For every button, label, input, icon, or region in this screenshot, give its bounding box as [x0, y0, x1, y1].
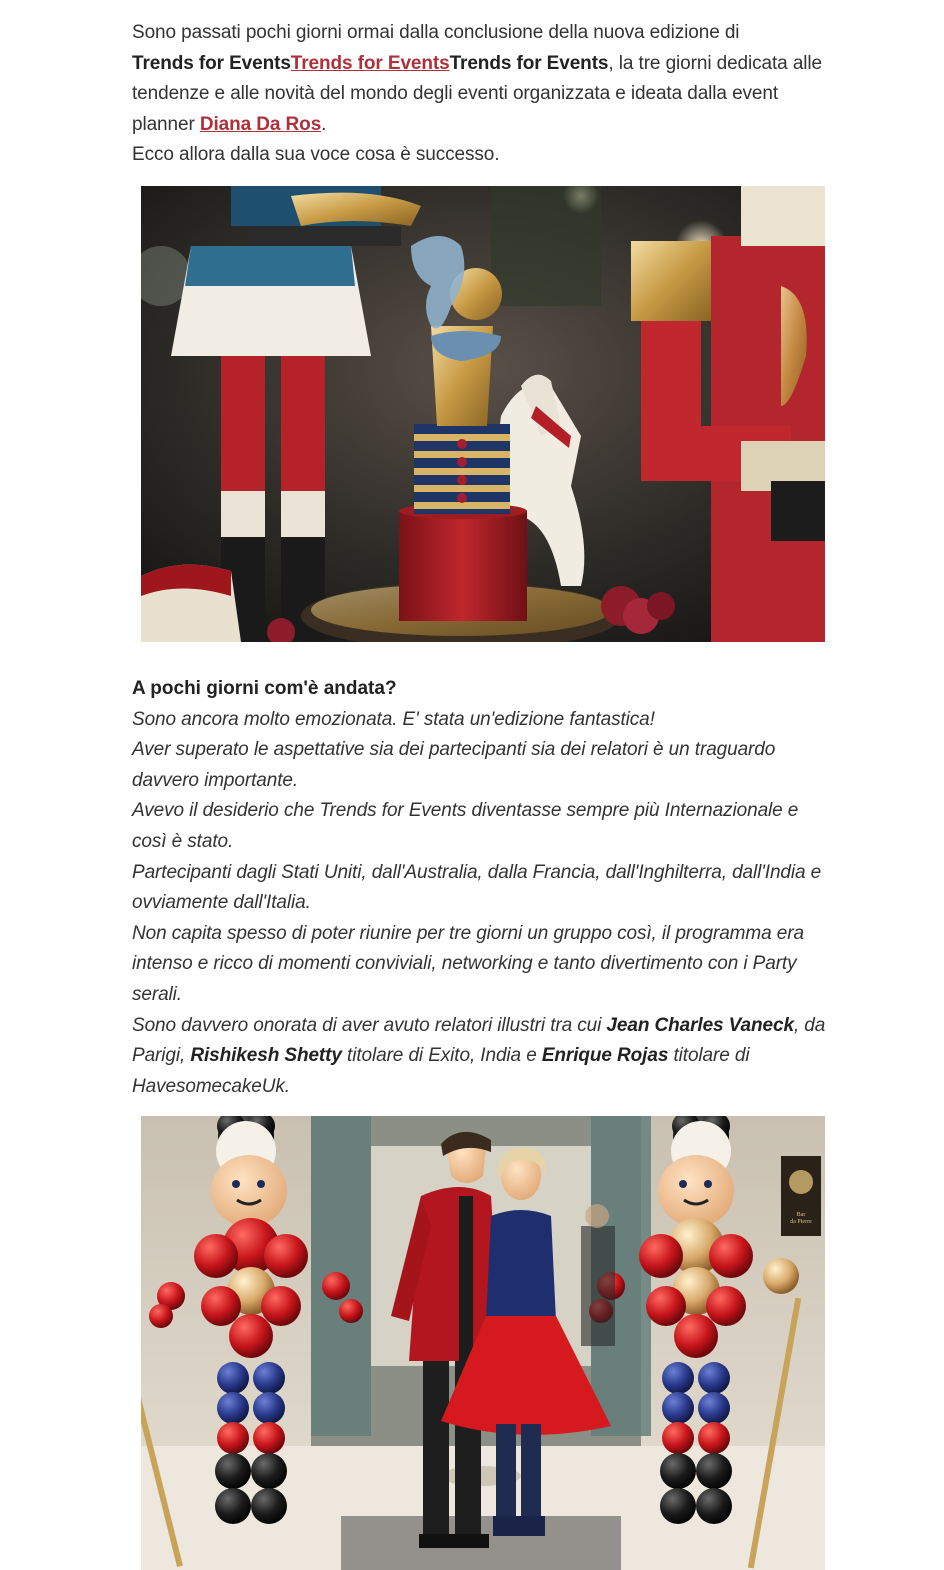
event-name-bold: Trends for Events	[132, 52, 291, 74]
couple-photo	[141, 1116, 825, 1570]
intro-last-line: Ecco allora dalla sua voce cosa è successo.	[132, 144, 500, 166]
interview-section	[132, 674, 832, 1102]
event-name-bold-2: Trends for Events	[449, 52, 609, 74]
answer-2: Aver superato le aspettative sia dei partecipanti sia dei relatori è un traguardo davvero importante.	[132, 739, 776, 791]
speaker-name-3: Enrique Rojas	[541, 1045, 669, 1067]
couple-photo-illustration	[141, 1116, 825, 1570]
speaker-name-2: Rishikesh Shetty	[190, 1045, 342, 1067]
intro-paragraph	[132, 18, 832, 171]
speakers-after-3: titolare di HavesomecakeUk.	[132, 1045, 750, 1097]
planner-link[interactable]: Diana Da Ros	[199, 113, 322, 135]
answer-speakers	[132, 1011, 832, 1103]
interview-question: A pochi giorni com'è andata?	[132, 678, 397, 699]
sign-text: Bar da Pierre	[790, 1212, 812, 1225]
cake-photo-illustration	[141, 186, 825, 642]
speaker-name-1: Jean Charles Vaneck	[606, 1014, 794, 1036]
intro-line2: , la tre giorni dedicata alle tendenze e alle novità del mondo degli eventi organizzata e ideata dalla event planner	[132, 52, 823, 135]
intro-line1: Sono passati pochi giorni ormai dalla conclusione della nuova edizione di	[132, 22, 740, 43]
speakers-after-2: titolare di Exito, India e	[341, 1045, 542, 1067]
event-link[interactable]: Trends for Events	[290, 52, 450, 74]
speakers-after-1: , da Parigi,	[132, 1014, 826, 1067]
speakers-prefix: Sono davvero onorata di aver avuto relatori illustri tra cui	[132, 1014, 607, 1036]
answer-4: Partecipanti dagli Stati Uniti, dall'Australia, dalla Francia, dall'Inghilterra, dall'India e ovviamente dall'Italia.	[132, 861, 822, 914]
answer-5: Non capita spesso di poter riunire per tre giorni un gruppo così, il programma era intenso e ricco di momenti conviviali, networking e tanto divertimento con i Party serali.	[132, 922, 804, 1005]
answer-3: Avevo il desiderio che Trends for Events diventasse sempre più Internazionale e così è stato.	[132, 800, 799, 852]
cake-photo	[141, 186, 825, 642]
answer-1: Sono ancora molto emozionata. E' stata un'edizione fantastica!	[132, 708, 655, 730]
article-intro	[132, 18, 832, 171]
intro-period: .	[321, 113, 327, 135]
